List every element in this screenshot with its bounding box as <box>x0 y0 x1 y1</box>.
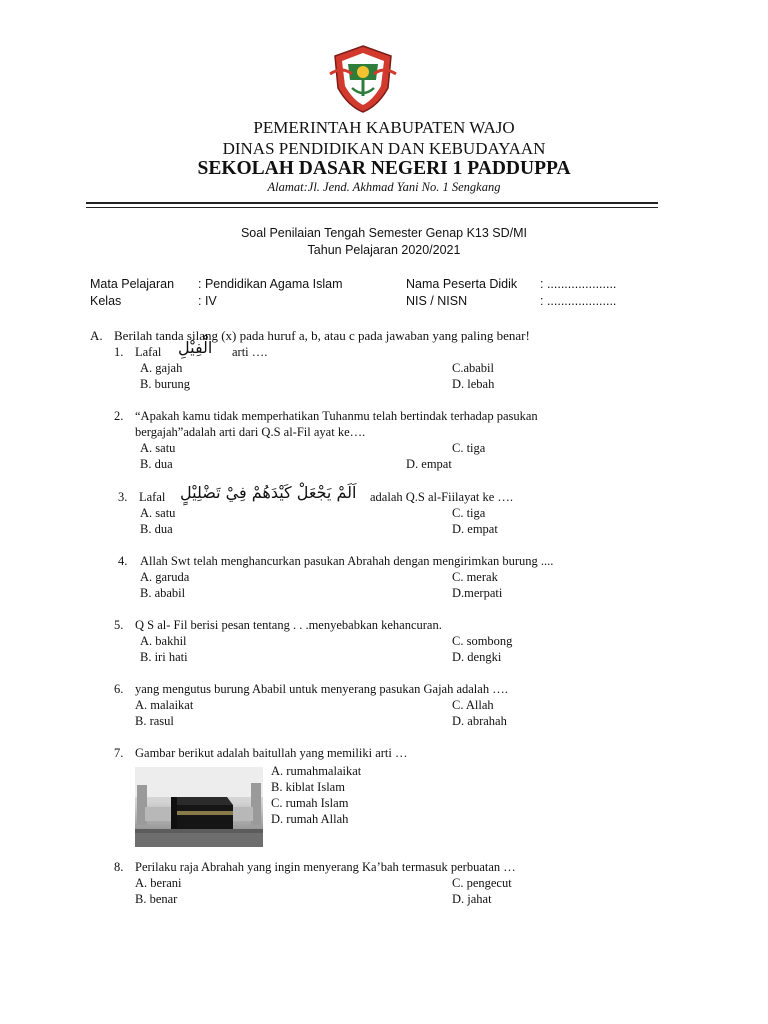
option-b[interactable]: B. iri hati <box>140 650 188 664</box>
option-c[interactable]: C. merak <box>452 570 498 584</box>
option-c[interactable]: C. sombong <box>452 634 513 648</box>
option-b[interactable]: B. ababil <box>140 586 186 600</box>
letterhead-government: PEMERINTAH KABUPATEN WAJO <box>253 118 515 137</box>
option-c[interactable]: C. Allah <box>452 698 494 712</box>
option-a[interactable]: A. malaikat <box>135 698 194 712</box>
option-b[interactable]: B. dua <box>140 457 173 471</box>
question-text: yang mengutus burung Ababil untuk menyerang pasukan Gajah adalah …. <box>135 682 508 696</box>
question-text: Q S al- Fil berisi pesan tentang . . .menyebabkan kehancuran. <box>135 618 442 632</box>
option-a[interactable]: A. satu <box>140 506 176 520</box>
option-b[interactable]: B. rasul <box>135 714 174 728</box>
option-c[interactable]: C. tiga <box>452 441 486 455</box>
question-suffix: adalah Q.S al-Fiilayat ke …. <box>370 490 514 504</box>
subject-label: Mata Pelajaran <box>90 277 175 291</box>
option-c[interactable]: C. rumah Islam <box>271 796 349 810</box>
subject-value: : Pendidikan Agama Islam <box>198 277 343 291</box>
question-number: 2. <box>114 409 124 423</box>
option-b[interactable]: B. kiblat Islam <box>271 780 345 794</box>
header-divider-thick <box>86 202 658 204</box>
class-label: Kelas <box>90 294 122 308</box>
option-d[interactable]: D. jahat <box>452 892 492 906</box>
option-a[interactable]: A. gajah <box>140 361 183 375</box>
section-instruction: Berilah tanda silang (x) pada huruf a, b, atau c pada jawaban yang paling benar! <box>114 328 530 343</box>
nis-field[interactable]: : .................... <box>540 294 617 308</box>
question-text-line2: bergajah”adalah arti dari Q.S al-Fil ayat ke…. <box>135 425 366 439</box>
option-d[interactable]: D. lebah <box>452 377 495 391</box>
question-prefix: Lafal <box>135 345 162 359</box>
question-text-line1: “Apakah kamu tidak memperhatikan Tuhanmu telah bertindak terhadap pasukan <box>135 409 538 423</box>
option-d[interactable]: D.merpati <box>452 586 503 600</box>
kaaba-photo <box>135 767 263 847</box>
letterhead-school-name: SEKOLAH DASAR NEGERI 1 PADDUPPA <box>197 158 571 179</box>
question-number: 8. <box>114 860 124 874</box>
option-a[interactable]: A. bakhil <box>140 634 187 648</box>
question-text: Perilaku raja Abrahah yang ingin menyerang Ka’bah termasuk perbuatan … <box>135 860 516 874</box>
question-number: 6. <box>114 682 124 696</box>
option-d[interactable]: D. dengki <box>452 650 502 664</box>
kaaba-illustration <box>135 767 263 847</box>
question-number: 5. <box>114 618 124 632</box>
question-number: 3. <box>118 490 128 504</box>
option-a[interactable]: A. satu <box>140 441 176 455</box>
question-number: 1. <box>114 345 124 359</box>
school-crest-icon <box>328 44 398 114</box>
question-number: 4. <box>118 554 128 568</box>
class-value: : IV <box>198 294 217 308</box>
question-number: 7. <box>114 746 124 760</box>
header-divider-thin <box>86 207 658 208</box>
option-b[interactable]: B. burung <box>140 377 190 391</box>
option-c[interactable]: C. pengecut <box>452 876 512 890</box>
option-a[interactable]: A. rumahmalaikat <box>271 764 362 778</box>
letterhead-department: DINAS PENDIDIKAN DAN KEBUDAYAAN <box>222 139 546 158</box>
option-d[interactable]: D. abrahah <box>452 714 507 728</box>
question-suffix: arti …. <box>232 345 268 359</box>
question-prefix: Lafal <box>139 490 166 504</box>
option-a[interactable]: A. berani <box>135 876 182 890</box>
option-d[interactable]: D. rumah Allah <box>271 812 349 826</box>
option-b[interactable]: B. dua <box>140 522 173 536</box>
section-letter: A. <box>90 328 103 343</box>
question-text: Gambar berikut adalah baitullah yang memiliki arti … <box>135 746 408 760</box>
exam-year: Tahun Pelajaran 2020/2021 <box>307 243 461 257</box>
arabic-phrase: الْفِيْلِ <box>178 338 213 357</box>
letterhead-address: Alamat:Jl. Jend. Akhmad Yani No. 1 Sengkang <box>267 180 501 194</box>
nis-label: NIS / NISN <box>406 294 468 308</box>
option-c[interactable]: C.ababil <box>452 361 495 375</box>
option-c[interactable]: C. tiga <box>452 506 486 520</box>
exam-title: Soal Penilaian Tengah Semester Genap K13 SD/MI <box>240 226 528 240</box>
option-d[interactable]: D. empat <box>452 522 498 536</box>
arabic-verse: اَلَمْ يَجْعَلْ كَيْدَهُمْ فِيْ تَضْلِيْلٍ <box>180 483 357 502</box>
option-d[interactable]: D. empat <box>406 457 452 471</box>
student-name-label: Nama Peserta Didik <box>406 277 518 291</box>
option-b[interactable]: B. benar <box>135 892 178 906</box>
student-name-field[interactable]: : .................... <box>540 277 617 291</box>
option-a[interactable]: A. garuda <box>140 570 190 584</box>
question-text: Allah Swt telah menghancurkan pasukan Abrahah dengan mengirimkan burung .... <box>140 554 554 568</box>
